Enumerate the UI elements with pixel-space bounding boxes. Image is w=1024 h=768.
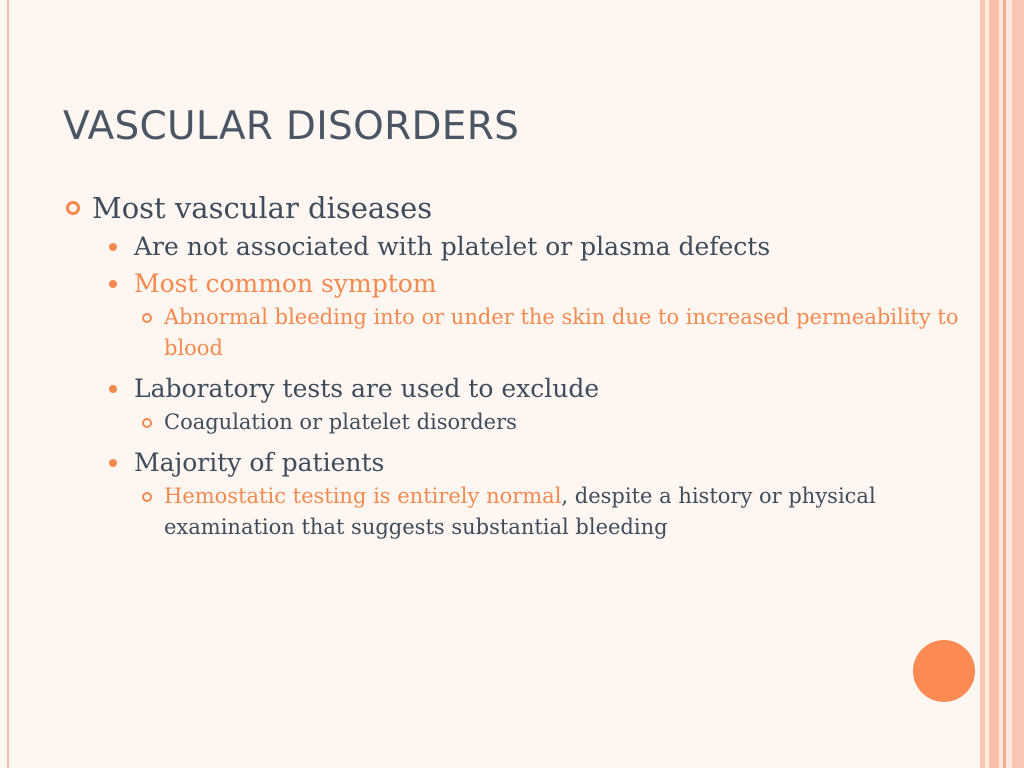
- bullet-level3: [142, 407, 966, 438]
- bullet-level2: [108, 444, 966, 481]
- decorative-circle: [913, 640, 975, 702]
- decorative-stripes: [980, 0, 1024, 768]
- dot-bullet-icon: [109, 385, 117, 393]
- bullet-text: Majority of patients: [134, 448, 385, 477]
- bullet-level2: [108, 370, 966, 407]
- slide-title: VASCULAR DISORDERS: [63, 104, 520, 149]
- dot-bullet-icon: [109, 280, 117, 288]
- ring-bullet-icon: [142, 418, 152, 428]
- bullet-text: Laboratory tests are used to exclude: [134, 374, 600, 403]
- stripe: [989, 0, 999, 768]
- bullet-text: Coagulation or platelet disorders: [164, 410, 517, 434]
- bullet-text: Most vascular diseases: [92, 191, 433, 225]
- dot-bullet-icon: [109, 243, 117, 251]
- bullet-text: , despite a history or physical examination that suggests substantial bleeding: [164, 484, 876, 539]
- ring-bullet-icon: [66, 201, 80, 215]
- ring-bullet-icon: [142, 313, 152, 323]
- stripe: [1012, 0, 1024, 768]
- bullet-level2: [108, 228, 966, 265]
- bullet-text: Abnormal bleeding into or under the skin due to increased permeability to blood: [164, 305, 959, 360]
- bullet-text-highlight: Hemostatic testing is entirely normal: [164, 484, 562, 508]
- bullet-text: Are not associated with platelet or plasma defects: [134, 232, 771, 261]
- bullet-level3: [142, 481, 966, 543]
- bullet-level3: [142, 302, 966, 364]
- bullet-text: Most common symptom: [134, 269, 437, 298]
- bullet-list: [66, 188, 966, 543]
- dot-bullet-icon: [109, 459, 117, 467]
- ring-bullet-icon: [142, 492, 152, 502]
- bullet-level2: [108, 265, 966, 302]
- left-border: [0, 0, 9, 768]
- bullet-level1: [66, 188, 966, 228]
